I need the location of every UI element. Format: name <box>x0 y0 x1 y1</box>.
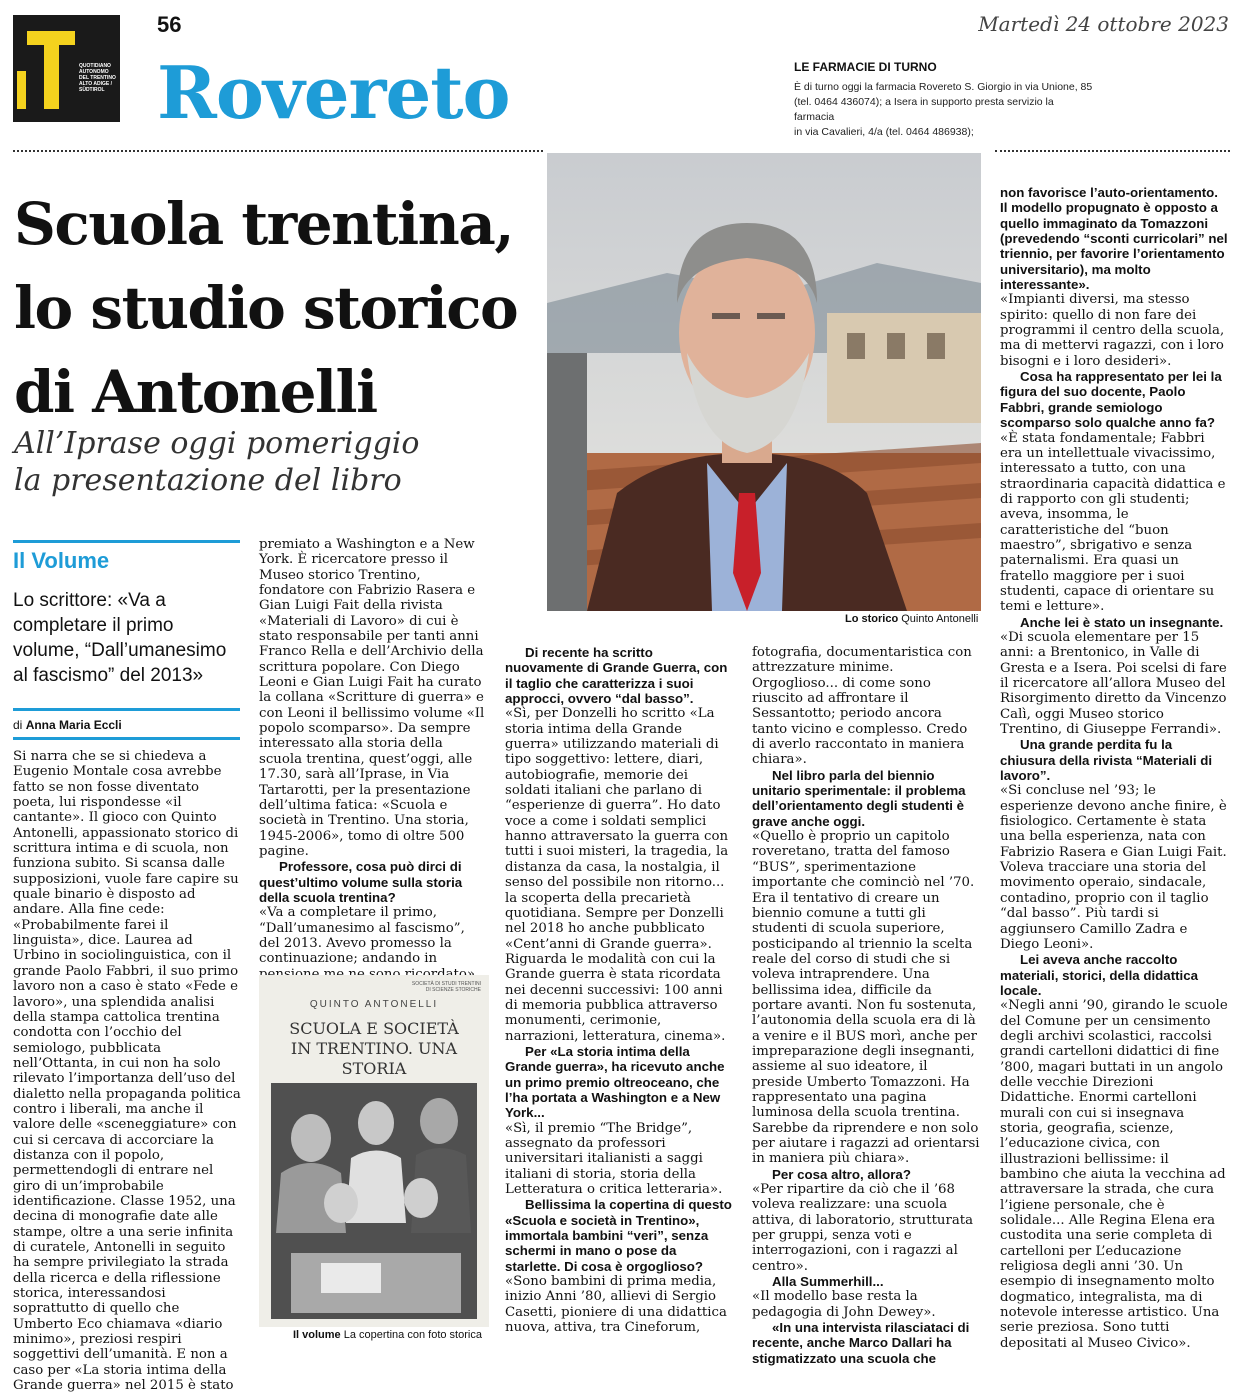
interview-answer: «Si concluse nel ’93; le esperienze devono anche finire, è fisiologico. Certamente è stata una bella esperienza, nata con Fabrizio Rasera e Gian Luigi Fait. Voleva tracciare una storia del movimento operaio, sindacale, contadino, proprio con il taglio “dal basso”. Più tardi si aggiunsero Camillo Zadra e Diego Leoni». <box>1000 783 1227 952</box>
box-text: Lo scrittore: «Va a completare il primo volume, “Dall’umanesimo al fascismo” del 2013» <box>13 590 227 686</box>
photo-caption-label: Lo storico <box>845 613 899 625</box>
portrait-illustration <box>547 153 981 611</box>
interview-answer: «Negli anni ’90, girando le scuole del Comune per un censimento degli archivi scolastici, raccolsi grandi cartelloni didattici di fine ’800, magari buttati in un angolo delle vecchie Direzioni Didattiche. Enormi cartelloni murali con cui si insegnava storia, geografia, scienze, l’educazione civica, con illustrazioni bellissime: il bambino che aiuta la vecchina ad attraversare la strada, che cura l’igiene personale, che è solidale... Alle Regina Elena era custodita una serie completa di cartelloni per L’educazione religiosa degli anni ’30. Un esempio di insegnamento molto dogmatico, integralista, ma di notevole interesse artistico. Una serie preziosa. Sono tutti depositati al Museo Civico». <box>1000 998 1228 1351</box>
pharmacy-line: (tel. 0464 436074); a Isera in supporto presta servizio la farmacia <box>794 96 1054 123</box>
article-column-3 <box>505 645 733 1335</box>
subheadline-line: All’Iprase oggi pomeriggio <box>14 426 420 461</box>
interview-question: Di recente ha scritto nuovamente di Grande Guerra, con il taglio che caratterizza i suoi approcci, ovvero “dal basso”. <box>505 645 728 707</box>
book-publisher: SOCIETÀ DI STUDI TRENTINI DI SCIENZE STORICHE <box>411 981 481 993</box>
subheadline-line: la presentazione del libro <box>14 463 402 498</box>
article-column-5 <box>1000 185 1228 1351</box>
logo-tagline: QUOTIDIANO AUTONOMO DEL TRENTINO ALTO ADIGE / SÜDTIROL <box>79 63 116 93</box>
interview-answer: «Il modello base resta la pedagogia di John Dewey». <box>752 1289 936 1320</box>
interview-answer: premiato a Washington e a New York. È ricercatore presso il Museo storico Trentino, fondatore con Fabrizio Rasera e Gian Luigi Fait della rivista «Materiali di Lavoro» di cui è stato responsabile per tanti anni Franco Rella e dell’Archivio della scrittura popolare. Con Diego Leoni e Gian Luigi Fait ha curato la collana «Scritture di guerra» e con Leoni il bellissimo volume «Il popolo scomparso». Da sempre interessato alla storia della scuola trentina, quest’oggi, alle 17.30, sarà all’Iprase, in Via Tartarotti, per la presentazione dell’ultima fatica: «Scuola e società in Trentino. Una storia, 1945-2006», tomo di oltre 500 pagine. <box>259 537 485 859</box>
headline-line: Scuola trentina, <box>14 190 514 258</box>
box-rule <box>13 540 240 543</box>
article-column-1 <box>13 749 241 1393</box>
pharmacy-title: LE FARMACIE DI TURNO <box>794 60 937 74</box>
interview-question: Professore, cosa può dirci di quest’ultimo volume sulla storia della scuola trentina? <box>259 859 463 905</box>
interview-question: Alla Summerhill... <box>772 1274 884 1290</box>
subheadline <box>14 425 534 499</box>
book-title-line: IN TRENTINO. UNA STORIA <box>290 1039 458 1078</box>
pharmacy-line: in via Cavalieri, 4/a (tel. 0464 486938); <box>794 126 974 138</box>
newspaper-logo <box>13 15 120 122</box>
book-cover-photo <box>271 1083 477 1319</box>
article-column-2 <box>259 537 487 982</box>
page-number: 56 <box>157 12 182 37</box>
byline <box>13 718 122 732</box>
photo-caption <box>845 613 978 625</box>
byline-rule <box>13 737 240 740</box>
pharmacy-info <box>794 80 1094 140</box>
interview-question: Nel libro parla del biennio unitario sperimentale: il problema dell’orientamento degli studenti è grave anche oggi. <box>752 767 966 829</box>
interview-answer: «Sono bambini di prima media, inizio Anni ’80, allievi di Sergio Casetti, pioniere di una didattica nuova, attiva, tra Cineforum, <box>505 1274 727 1336</box>
book-author: QUINTO ANTONELLI <box>309 999 439 1010</box>
interview-answer: «Sì, il premio “The Bridge”, assegnato da professori universitari italianisti a saggi italiani di storia, storia della Letteratura o critica letteraria». <box>505 1120 723 1198</box>
book-caption-text: La copertina con foto storica <box>343 1329 482 1341</box>
headline <box>14 182 544 434</box>
article-column-4 <box>752 645 980 1366</box>
interview-question: Per cosa altro, allora? <box>772 1166 911 1182</box>
interview-answer: «Quello è proprio un capitolo roveretano, tratta del famoso “BUS”, sperimentazione importante che cominciò nel ’70. Era il tentativo di creare un biennio comune a tutti gli studenti di scuola superiore, posticipando al triennio la scelta reale del corso di studi che si voleva intraprendere. Una bellissima idea, difficile da portare avanti. Non fu sostenuta, l’autonomia della scuola era di là a venire e il BUS morì, anche per impreparazione degli insegnanti, assieme al suo ideatore, il preside Umberto Tomazzoni. Ha rappresentato una pagina luminosa della scuola trentina. Sarebbe da riprendere e non solo per aiutare i ragazzi ad orientarsi in maniera più chiara». <box>752 829 980 1167</box>
header-divider <box>995 150 1230 152</box>
interview-answer: fotografia, documentaristica con attrezzature minime. Orgoglioso... di come sono riuscito ad affrontare il Sessantotto; periodo ancora tanto vicino e complesso. Credo di averlo raccontato in maniera chiara». <box>752 645 972 768</box>
interview-question: non favorisce l’auto-orientamento. Il modello propugnato è opposto a quello immaginato da Tomazzoni (prevedendo “sconti curricolari” nel triennio, per favorire l’orientamento universitario), ma molto interessante». <box>1000 185 1228 293</box>
interview-answer: «Impianti diversi, ma stesso spirito: quello di non fare dei programmi il centro della scuola, ma di mettervi ragazzi, con i loro bisogni e i loro desideri». <box>1000 292 1225 369</box>
issue-date: Martedì 24 ottobre 2023 <box>978 12 1229 36</box>
interview-answer: «Va a completare il primo, “Dall’umanesimo al fascismo”, del 2013. Avevo promesso la continuazione; andando in <box>259 905 465 967</box>
interview-answer: «Sì, per Donzelli ho scritto «La storia intima della Grande guerra» utilizzando materiali di tipo soggettivo: lettere, diari, autobiografie, memorie dei soldati italiani che parlano di “esperienze di guerra”. Ho dato voce a come i soldati semplici hanno attraversato la guerra con tutti i suoi misteri, la tragedia, la distanza da casa, la nostalgia, il senso del possibile non ritorno... la scoperta della precarietà quotidiana. Sempre per Donzelli nel 2018 ho anche pubblicato «Cent’anni di Grande guerra». Riguarda le modalità con cui la Grande guerra è stata ricordata nei decenni successivi: 100 anni di memoria pubblica attraverso monumenti, cerimonie, narrazioni, letteratura, cinema». <box>505 706 729 1044</box>
headline-line: lo studio storico <box>14 274 518 342</box>
pharmacy-line: È di turno oggi la farmacia Rovereto S. Giorgio in via Unione, 85 <box>794 81 1093 93</box>
book-cover <box>259 975 489 1327</box>
photo-caption-text: Quinto Antonelli <box>901 613 979 625</box>
body-paragraph: Si narra che se si chiedeva a Eugenio Montale cosa avrebbe fatto se non fosse diventato poeta, lui rispondesse «il cantante». Il gioco con Quinto Antonelli, appassionato storico di scrittura intima e di scuola, non funziona subito. Si scansa dalle supposizioni, vuole fare capire su quale binario è disposto ad andare. Alla fine cede: «Probabilmente farei il linguista», dice. Laurea ad Urbino in sociolinguistica, con il grande Paolo Fabbri, il suo primo lavoro non a caso è stato «Fede e lavoro», una splendida analisi della stampa cattolica trentina condotta con l’occhio del semiologo, pubblicata nell’Ottanta, in cui non ha solo rilevato l’importanza dell’uso del dialetto nella propaganda politica contro i liberali, ma anche il valore delle «sceneggiature» con cui si cercava di accorciare la distanza con il popolo, permettendogli di entrare nel giro di un’improbabile identificazione. Classe 1952, una decina di monografie date alle stampe, oltre a una serie infinita di curatele, Antonelli in seguito ha sempre privilegiato la strada della ricerca e della riflessione storica, interessandosi soprattutto di quello che Umberto Eco chiamava «diario minimo», preziosi respiri soggettivi dell’umanità. E non a caso per «La storia intima della Grande guerra» nel 2015 è stato <box>13 749 241 1393</box>
box-title: Il Volume <box>13 548 110 573</box>
headline-line: di Antonelli <box>14 358 377 426</box>
box-rule <box>13 708 240 711</box>
logo-mark <box>27 31 75 109</box>
header-divider <box>13 150 543 152</box>
book-title-line: SCUOLA E SOCIETÀ <box>289 1019 459 1038</box>
book-caption <box>293 1329 482 1341</box>
interview-answer: «Per ripartire da ciò che il ’68 voleva realizzare: una scuola attiva, di laboratorio, strutturata per gruppi, senza voti e interrogazioni, con i ragazzi al centro». <box>752 1182 974 1274</box>
interview-answer: «Di scuola elementare per 15 anni: a Brentonico, in Valle di Gresta e a Isera. Poi scelsi di fare il ricercatore all’allora Museo del Risorgimento diretto da Vincenzo Calì, oggi Museo storico Trentino, di Giuseppe Ferrandi». <box>1000 629 1227 738</box>
interview-question: Lei aveva anche raccolto materiali, storici, della didattica locale. <box>1000 952 1199 998</box>
interview-question: Bellissima la copertina di questo «Scuola e società in Trentino», immortala bambini “veri”, senza schermi in mano o pose da starlette. Di cosa è orgoglioso? <box>505 1197 732 1274</box>
interview-question: «In una intervista rilasciataci di recente, anche Marco Dallari ha stigmatizzato una scuola che <box>752 1320 970 1366</box>
interview-question: Anche lei è stato un insegnante. <box>1020 614 1224 630</box>
interview-question: Una grande perdita fu la chiusura della rivista “Materiali di lavoro”. <box>1000 737 1213 784</box>
interview-question: Cosa ha rappresentato per lei la figura del suo docente, Paolo Fabbri, grande semiologo scomparso solo qualche anno fa? <box>1000 369 1222 431</box>
interview-answer: «È stata fondamentale; Fabbri era un intellettuale vivacissimo, interessato a tutto, con una straordinaria capacità didattica e di rapporto con gli studenti; aveva, insomma, le caratteristiche del “buon maestro”, sbrigativo e senza paternalismi. Era quasi un fratello maggiore per i suoi studenti, capace di orientare su temi e letture». <box>1000 430 1226 615</box>
byline-name: Anna Maria Eccli <box>25 718 122 732</box>
portrait-photo <box>547 153 981 611</box>
book-caption-label: Il volume <box>293 1329 341 1341</box>
section-title: Rovereto <box>157 50 510 135</box>
interview-question: Per «La storia intima della Grande guerra», ha ricevuto anche un primo premio oltreoceano, che l’ha portata a Washington e a New York... <box>505 1043 725 1121</box>
byline-prefix: di <box>13 718 23 732</box>
